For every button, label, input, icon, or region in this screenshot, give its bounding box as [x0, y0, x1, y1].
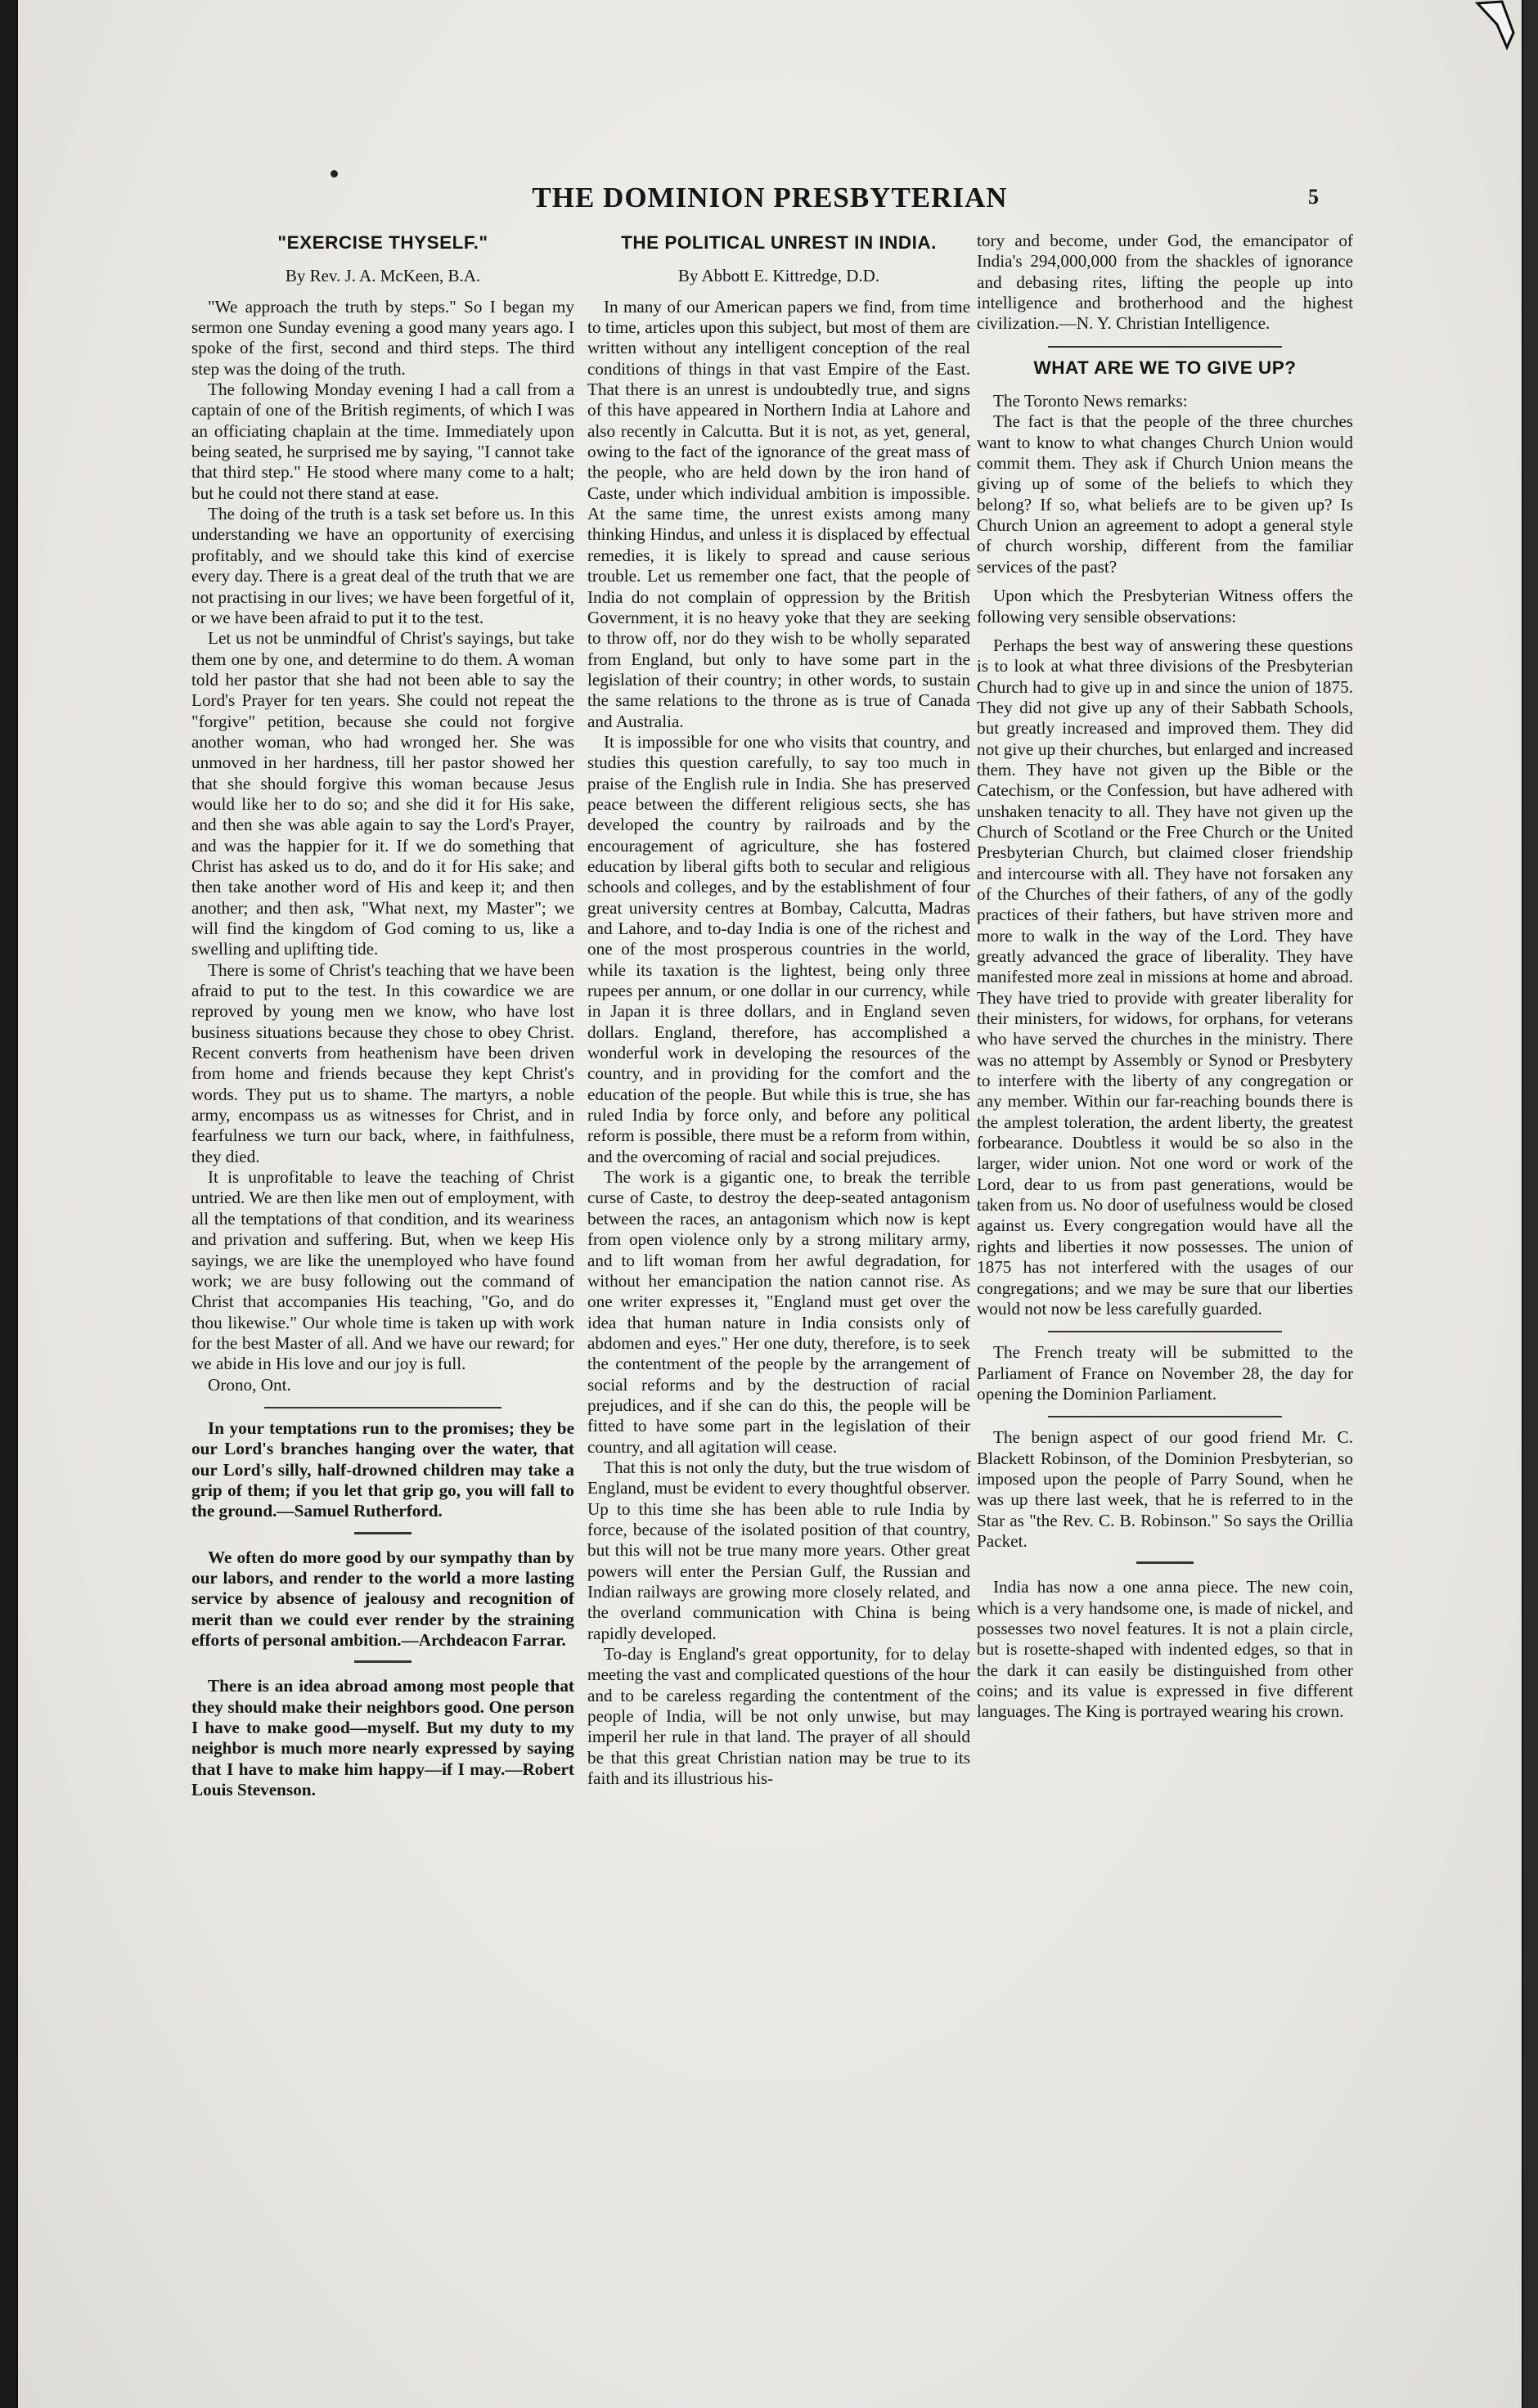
- paragraph: It is unprofitable to leave the teaching of Christ untried. We are then like men out of employment, with all the temptations of that condition, and its weariness and privation and suffering. But, when we keep His sayings, we are like the unemployed who have found work; we are busy following out the command of Christ that accompanies His teaching, "Go, and do thou likewise." Our whole time is taken up with work for the best Master of all. And we have our reward; for we abide in His love and our joy is full.: [191, 1167, 574, 1374]
- paragraph: We often do more good by our sympathy than by our labors, and render to the world a more lasting service by absence of jealousy and recognition of merit than we could ever render by the straining efforts of personal ambition.—Archdeacon Farrar.: [191, 1547, 574, 1650]
- short-rule: [1136, 1561, 1194, 1564]
- article-byline: By Rev. J. A. McKeen, B.A.: [285, 266, 481, 286]
- paragraph: Let us not be unmindful of Christ's sayings, but take them one by one, and determine to do them. A woman told her pastor that she had not been able to say the Lord's Prayer for ten years. She could not repeat the "forgive" petition, because she could not forgive another woman, who had wronged her. She was unmoved in her hardness, till her pastor showed her that she should forgive this woman because Jesus would like her to do so; and she did it for His sake, and then she was able again to say the Lord's Prayer, and was the happier for it. If we do something that Christ has asked us to do, and do it for His sake; and then take another word of His and keep it; and then another; and then ask, "What next, my Master"; we will find the kingdom of God coming to us, like a swelling and uplifting tide.: [191, 628, 574, 959]
- column-1: [191, 231, 574, 1800]
- page-number: 5: [1308, 185, 1319, 209]
- column-rule: [1048, 1331, 1281, 1332]
- paragraph: "We approach the truth by steps." So I began my sermon one Sunday evening a good many years ago. I spoke of the first, second and third steps. The third step was the doing of the truth.: [191, 296, 574, 379]
- paragraph: Perhaps the best way of answering these questions is to look at what three divisions of the Presbyterian Church had to give up in and since the union of 1875. They did not give up any of their Sabbath Schools, but greatly increased and improved them. They did not give up their churches, but enlarged and increased them. They have not given up the Bible or the Catechism, or the Confession, but have adhered with unshaken tenacity to all. They have not given up the Church of Scotland or the Free Church or the United Presbyterian Church, but claimed closer friendship and intercourse with all. They have not forsaken any of the Churches of their fathers, of any of the godly practices of their fathers, but have striven more and more to walk in the way of the Lord. They have greatly advanced the grace of liberality. They have manifested more zeal in missions at home and abroad. They have tried to provide with greater liberality for their ministers, for widows, for orphans, for veterans who have served the churches in the ministry. There was no attempt by Assembly or Synod or Presbytery to interfere with the liberty of any congregation or any member. Within our far-reaching bounds there is the amplest toleration, the ardent liberty, the greatest forbearance. Doubtless it would be so also in the larger, wider union. Not one word or work of the Lord, dear to us from past generations, would be taken from us. No door of usefulness would be closed against us. Every congregation would have all the rights and liberties it now possesses. The union of 1875 has not interfered with the usages of our congregations; and we may be sure that our liberties would not now be less carefully guarded.: [977, 635, 1353, 1319]
- column-rule: [264, 1407, 501, 1408]
- column-rule: [1048, 346, 1281, 348]
- column-rule: [1048, 1416, 1281, 1417]
- paragraph: The following Monday evening I had a call from a captain of one of the British regiments, of which I was an officiating chaplain at the time. Immediately upon being seated, he surprised me by saying, "I cannot take that third step." He stood where many come to a halt; but he could not there stand at ease.: [191, 380, 574, 503]
- paragraph: The work is a gigantic one, to break the terrible curse of Caste, to destroy the deep-seated antagonism between the races, an antagonism which now is kept from open violence only by a strong military army, and to lift woman from her awful degradation, for without her emancipation the nation cannot rise. As one writer expresses it, "England must get over the idea that human nature in India consists only of abdomen and eyes." Her one duty, therefore, is to seek the contentment of the people by the arrangement of social reforms and by the destruction of racial prejudices, and if she can do this, the people will be fitted to have some part in the legislation of their country, and all agitation will cease.: [587, 1167, 970, 1457]
- paragraph: tory and become, under God, the emancipator of India's 294,000,000 from the shackles of ignorance and debasing rites, lifting the people up into intelligence and brotherhood and the highest civilization.—N. Y. Christian Intelligence.: [977, 231, 1353, 334]
- paragraph: The doing of the truth is a task set before us. In this understanding we have an opportunity of exercising profitably, and we should take this kind of exercise every day. There is a great deal of the truth that we are not practising in our lives; we have been forgetful of it, or we have been afraid to put it to the test.: [191, 504, 574, 627]
- page-corner-fold: [1474, 0, 1517, 51]
- paragraph: In many of our American papers we find, from time to time, articles upon this subject, but most of them are written without any intelligent conception of the real conditions of things in that vast Empire of the East. That there is an unrest is undoubtedly true, and signs of this have appeared in Northern India at Lahore and also recently in Calcutta. But it is not, as yet, general, owing to the fact of the ignorance of the great mass of the people, who are held down by the iron hand of Caste, under which individual ambition is impossible. At the same time, the unrest exists among many thinking Hindus, and unless it is displaced by effectual remedies, it is likely to spread and cause serious trouble. Let us remember one fact, that the people of India do not complain of oppression by the British Government, it is no heavy yoke that they are seeking to throw off, nor do they wish to be wholly separated from England, but only to have some part in the legislation of their country; in other words, to sustain the same relations to the throne as is true of Canada and Australia.: [587, 296, 970, 731]
- masthead: THE DOMINION PRESBYTERIAN: [532, 182, 1008, 213]
- paragraph: To-day is England's great opportunity, for to delay meeting the vast and complicated questions of the hour and to be careless regarding the contentment of the people of India, will be not only unwise, but may imperil her rule in that land. The prayer of all should be that this great Christian nation may be true to its faith and its illustrious his-: [587, 1644, 970, 1789]
- article-byline: By Abbott E. Kittredge, D.D.: [677, 266, 880, 286]
- newspaper-page: [18, 0, 1522, 2408]
- column-2: [587, 231, 970, 1789]
- short-rule: [354, 1660, 411, 1663]
- article-title: WHAT ARE WE TO GIVE UP?: [1033, 357, 1297, 378]
- paragraph: There is some of Christ's teaching that we have been afraid to put to the test. In this cowardice we are reproved by young men we know, who have lost business situations because they chose to obey Christ. Recent converts from heathenism have been driven from home and friends because they kept Christ's words. They put us to shame. The martyrs, a noble army, encompass us as witnesses for Christ, and in fearfulness we turn our back, where, in faithfulness, they died.: [191, 959, 574, 1166]
- article-title: THE POLITICAL UNREST IN INDIA.: [621, 232, 937, 253]
- paragraph: It is impossible for one who visits that country, and studies this question carefully, to say too much in praise of the English rule in India. She has preserved peace between the different religious sects, she has developed the country by railroads and by the encouragement of agriculture, she has fostered education by liberal gifts both to secular and religious schools and colleges, and by the establishment of four great university centres at Bombay, Calcutta, Madras and Lahore, and to-day India is one of the richest and one of the most prosperous countries in the world, while its taxation is the lightest, being only three rupees per annum, or one dollar in our currency, while in Japan it is three dollars, and in England seven dollars. England, therefore, has accomplished a wonderful work in developing the resources of the country, and in providing for the comfort and the education of the people. But while this is true, she has ruled India by force only, and before any political reform is possible, there must be a reform from within, and the overcoming of racial and social prejudices.: [587, 731, 970, 1166]
- paragraph: There is an idea abroad among most people that they should make their neighbors good. One person I have to make good—myself. But my duty to my neighbor is much more nearly expressed by saying that I have to make him happy—if I may.—Robert Louis Stevenson.: [191, 1676, 574, 1800]
- paragraph: The French treaty will be submitted to the Parliament of France on November 28, the day for opening the Dominion Parliament.: [977, 1342, 1353, 1404]
- paragraph: The Toronto News remarks:: [993, 391, 1188, 411]
- paragraph: The benign aspect of our good friend Mr. C. Blackett Robinson, of the Dominion Presbyterian, so imposed upon the people of Parry Sound, when he was up there last week, that he is referred to in the Star as "the Rev. C. B. Robinson." So says the Orillia Packet.: [977, 1427, 1353, 1551]
- paragraph: In your temptations run to the promises; they be our Lord's branches hanging over the water, that our Lord's silly, half-drowned children may take a grip of them; if you let that grip go, you will fall to the ground.—Samuel Rutherford.: [191, 1417, 574, 1521]
- scan-border: [0, 0, 18, 2408]
- article-title: "EXERCISE THYSELF.": [277, 232, 488, 253]
- paragraph: That this is not only the duty, but the true wisdom of England, must be evident to every thoughtful observer. Up to this time she has been able to rule India by force, because of the isolated position of that country, but this will not be true many more years. Other great powers will enter the Persian Gulf, the Russian and Indian railways are growing more closely related, and the overland communication with China is being rapidly developed.: [587, 1457, 970, 1643]
- paragraph: Upon which the Presbyterian Witness offers the following very sensible observations:: [977, 586, 1353, 627]
- paragraph: The fact is that the people of the three churches want to know to what changes Church Union would commit them. They ask if Church Union means the giving up of some of the beliefs to which they belong? If so, what beliefs are to be given up? Is Church Union an agreement to adopt a general style of church worship, different from the familiar services of the past?: [977, 411, 1353, 577]
- column-3: [977, 231, 1353, 1723]
- dateline: Orono, Ont.: [208, 1374, 291, 1395]
- paragraph: India has now a one anna piece. The new coin, which is a very handsome one, is made of nickel, and possesses two novel features. It is not a plain circle, but is rosette-shaped with indented edges, so that in the dark it can easily be distinguished from other coins; and its value is expressed in five different languages. The King is portrayed wearing his crown.: [977, 1577, 1353, 1722]
- ink-dot: [331, 170, 338, 177]
- short-rule: [354, 1532, 411, 1534]
